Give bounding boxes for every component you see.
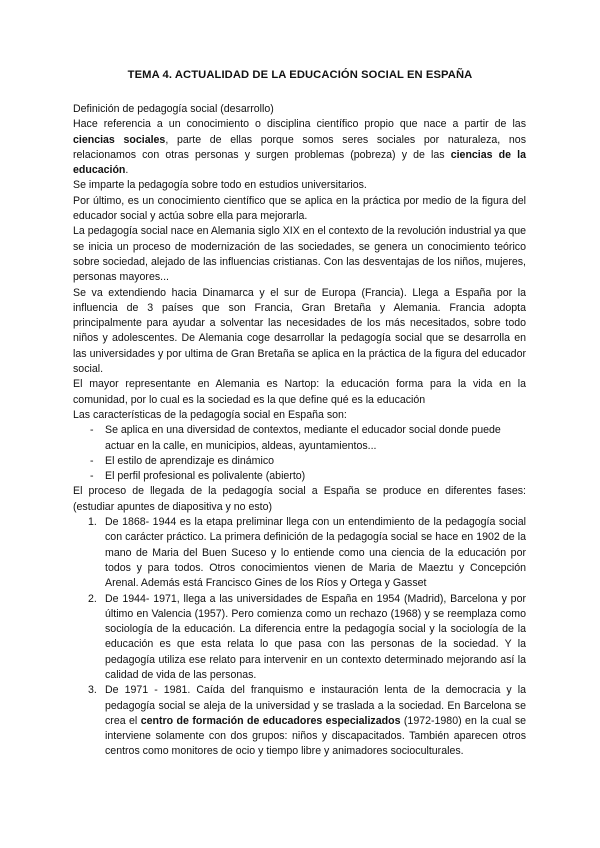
paragraph: Se va extendiendo hacia Dinamarca y el sur de Europa (Francia). Llega a España por la influencia de 3 países que son Francia, Gran Bretaña y Alemania. Francia adopta principalmente para ayudar a solventar las necesidades de los más necesitados, sobre todo niños y adolescentes. De Alemania coge desarrollar la pedagogía social que se desarrolla en las universidades y por ultima de Gran Bretaña se aplica en la práctica de la figura del educador social. bbox=[73, 286, 526, 376]
paragraph: El mayor representante en Alemania es Nartop: la educación forma para la vida en la comunidad, por lo cual es la sociedad es la que define qué es la educación bbox=[73, 378, 526, 406]
paragraph: Por último, es un conocimiento científico que se aplica en la práctica por medio de la figura del educador social y actúa sobre ella para mejorarla. bbox=[73, 194, 526, 223]
paragraph: Las características de la pedagogía social en España son: bbox=[73, 408, 347, 421]
list-item bbox=[73, 592, 526, 684]
list-number: 2. bbox=[88, 592, 97, 605]
list-number: 3. bbox=[88, 684, 97, 697]
paragraph-definition bbox=[73, 117, 526, 178]
list-number: 1. bbox=[88, 516, 97, 529]
bold-term: centro de formación de educadores especializados bbox=[140, 714, 401, 727]
page-title: TEMA 4. ACTUALIDAD DE LA EDUCACIÓN SOCIAL EN ESPAÑA bbox=[127, 69, 473, 81]
list-item: - El perfil profesional es polivalente (abierto) bbox=[73, 469, 526, 484]
list-item bbox=[73, 683, 526, 759]
list-item-text: De 1868- 1944 es la etapa preliminar llega con un entendimiento de la pedagogía social con carácter práctico. La primera definición de la pedagogía social se hace en 1902 de la mano de Maria del Buen Suceso y lo entiende como una ciencia de la educación por todos y para todos. Otros conocimientos vienen de Maria de Maeztu y Concepción Arenal. Además está Francisco Gines de los Ríos y Ortega y Gasset bbox=[105, 516, 526, 590]
paragraph: El proceso de llegada de la pedagogía social a España se produce en diferentes fases: (estudiar apuntes de diapositiva y no esto) bbox=[73, 485, 526, 513]
phases-list bbox=[73, 515, 526, 760]
text-run: , parte de ellas porque somos seres sociales por naturaleza, nos relacionamos con otras personas y surgen problemas (pobreza) y de las bbox=[73, 133, 526, 161]
paragraph: La pedagogía social nace en Alemania siglo XIX en el contexto de la revolución industrial ya que se inicia un proceso de modernización de las sociedades, se genera un conocimiento teórico sobre sociedad, alejado de las influencias cristianas. Con las desventajas de los niños, mujeres, personas mayores... bbox=[73, 225, 526, 284]
characteristics-list bbox=[73, 423, 526, 484]
bold-term: ciencias de la educación bbox=[73, 148, 526, 177]
text-run: . bbox=[125, 164, 129, 177]
text-run: (1972-1980) en la cual se interviene solamente con dos grupos: niños y discapacitados. También aparecen otros centros como monitores de ocio y tiempo libre y animadores socioculturales. bbox=[105, 714, 527, 758]
list-item: - El estilo de aprendizaje es dinámico bbox=[73, 454, 526, 469]
bold-term: ciencias sociales bbox=[73, 133, 166, 146]
list-item bbox=[73, 515, 526, 591]
text-run: Hace referencia a un conocimiento o disciplina científico propio que nace a partir de las bbox=[73, 118, 526, 131]
list-item: - Se aplica en una diversidad de contextos, mediante el educador social donde puede actuar en la calle, en municipios, aldeas, ayuntamientos... bbox=[73, 423, 526, 454]
paragraph: Se imparte la pedagogía sobre todo en estudios universitarios. bbox=[73, 179, 367, 192]
document-body bbox=[73, 102, 526, 760]
list-item-text: De 1944- 1971, llega a las universidades de España en 1954 (Madrid), Barcelona y por último en Valencia (1957). Pero comienza como un rechazo (1968) y se reemplaza como sociología de la educación. La diferencia entre la pedagogía social y la sociología de la educación es que esta relata lo que pasa con las personas de la sociedad. Y la pedagogía utiliza ese relato para intervenir en un contexto determinado mejorando así la calidad de vida de las personas. bbox=[105, 592, 526, 681]
section-subtitle: Definición de pedagogía social (desarrollo) bbox=[73, 103, 274, 115]
text-run: De 1971 - 1981. Caída del franquismo e instauración lenta de la democracia y la pedagogía social se aleja de la universidad y se traslada a la sociedad. En Barcelona se crea el bbox=[105, 684, 526, 727]
